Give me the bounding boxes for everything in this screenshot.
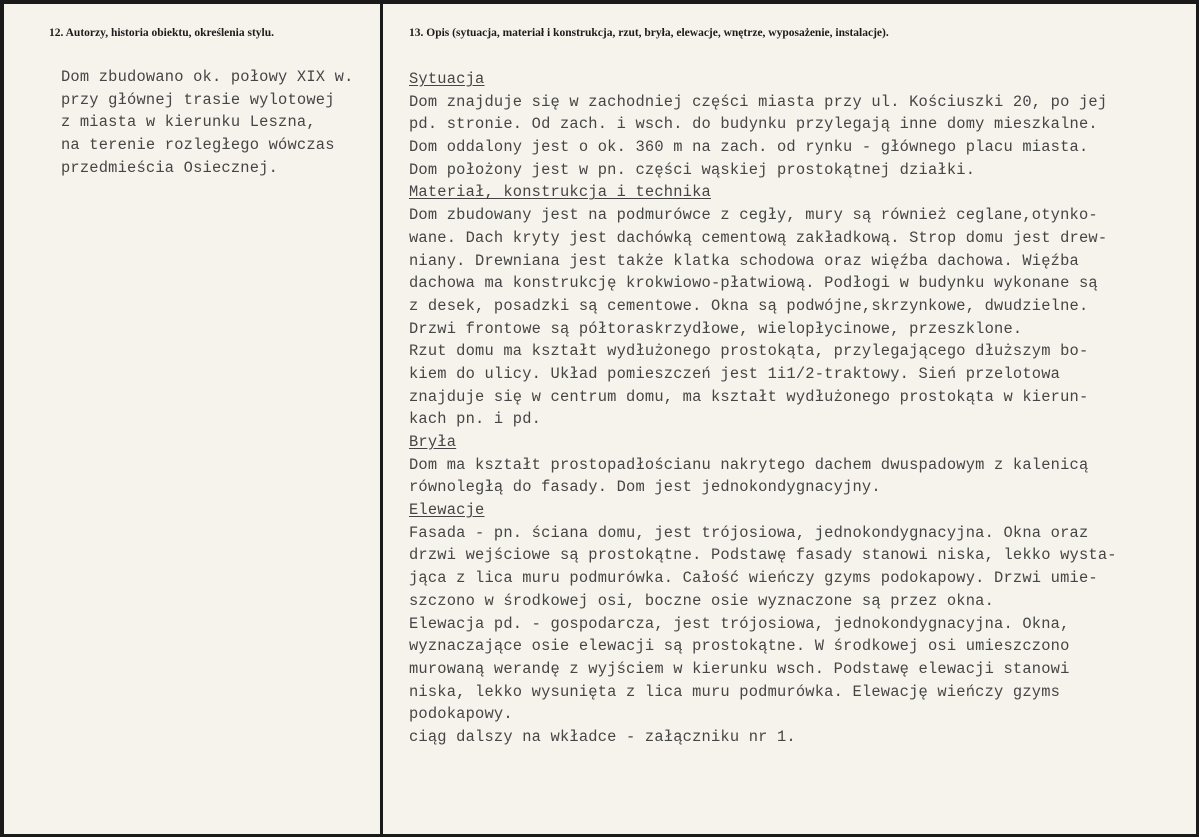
section-12-authors-history [4, 4, 380, 834]
text-line: Fasada - pn. ściana domu, jest trójosiowa, jednokondygnacyjna. Okna oraz [409, 523, 1089, 542]
text-line: kach pn. i pd. [409, 410, 542, 429]
text-line: podokapowy. [409, 705, 513, 724]
section-12-typed-text [61, 66, 354, 179]
text-line: na terenie rozległego wówczas [61, 136, 335, 155]
section-12-header: 12. Autorzy, historia obiektu, określenia stylu. [49, 27, 275, 39]
text-line: przy głównej trasie wylotowej [61, 90, 335, 109]
text-line: murowaną werandę z wyjściem w kierunku wsch. Podstawę elewacji stanowi [409, 659, 1070, 678]
section-13-header: 13. Opis (sytuacja, materiał i konstrukcja, rzut, bryła, elewacje, wnętrze, wyposażenie, instalacje). [409, 27, 889, 39]
text-line: Dom znajduje się w zachodniej części miasta przy ul. Kościuszki 20, po jej [409, 92, 1108, 111]
text-line: wyznaczające osie elewacji są prostokątne. W środkowej osi umieszczono [409, 637, 1070, 656]
text-line: ciąg dalszy na wkładce - załączniku nr 1. [409, 727, 796, 746]
subsection-heading: Elewacje [409, 501, 485, 520]
text-line: Rzut domu ma kształt wydłużonego prostokąta, przylegającego dłuższym bo- [409, 342, 1089, 361]
text-line: Dom oddalony jest o ok. 360 m na zach. od rynku - głównego placu miasta. [409, 138, 1089, 157]
text-line: Elewacja pd. - gospodarcza, jest trójosiowa, jednokondygnacyjna. Okna, [409, 614, 1070, 633]
text-line: Drzwi frontowe są półtoraskrzydłowe, wielopłycinowe, przeszklone. [409, 319, 1023, 338]
section-13-description [383, 4, 1195, 834]
text-line: szczono w środkowej osi, boczne osie wyznaczone są przez okna. [409, 591, 995, 610]
text-line: dachowa ma konstrukcję krokwiowo-płatwiową. Podłogi w budynku wykonane są [409, 274, 1098, 293]
text-line: niany. Drewniana jest także klatka schodowa oraz więźba dachowa. Więźba [409, 251, 1079, 270]
subsection-heading: Sytuacja [409, 70, 485, 88]
text-line: niska, lekko wysunięta z lica muru podmurówka. Elewację wieńczy gzyms [409, 682, 1061, 701]
text-line: drzwi wejściowe są prostokątne. Podstawę fasady stanowi niska, lekko wysta- [409, 546, 1117, 565]
subsection-heading: Bryła [409, 433, 457, 451]
text-line: równoległą do fasady. Dom jest jednokondygnacyjny. [409, 478, 881, 497]
text-line: wane. Dach kryty jest dachówką cementową zakładkową. Strop domu jest drew- [409, 228, 1108, 247]
text-line: znajduje się w centrum domu, ma kształt wydłużonego prostokąta w kierun- [409, 387, 1089, 406]
text-line: z desek, posadzki są cementowe. Okna są podwójne,skrzynkowe, dwudzielne. [409, 296, 1089, 315]
subsection-heading: Materiał, konstrukcja i technika [409, 183, 711, 202]
text-line: Dom położony jest w pn. części wąskiej prostokątnej działki. [409, 160, 976, 179]
text-line: kiem do ulicy. Układ pomieszczeń jest 1i1/2-traktowy. Sień przelotowa [409, 364, 1061, 383]
text-line: z miasta w kierunku Leszna, [61, 113, 316, 132]
text-line: Dom zbudowano ok. połowy XIX w. [61, 68, 354, 86]
text-line: przedmieścia Osiecznej. [61, 158, 279, 177]
text-line: Dom zbudowany jest na podmurówce z cegły, mury są również ceglane,otynko- [409, 206, 1098, 225]
text-line: Dom ma kształt prostopadłościanu nakrytego dachem dwuspadowym z kalenicą [409, 455, 1089, 474]
text-line: pd. stronie. Od zach. i wsch. do budynku przylegają inne domy mieszkalne. [409, 115, 1098, 134]
text-line: jąca z lica muru podmurówka. Całość wieńczy gzyms podokapowy. Drzwi umie- [409, 569, 1098, 588]
section-13-typed-text [409, 68, 1117, 749]
